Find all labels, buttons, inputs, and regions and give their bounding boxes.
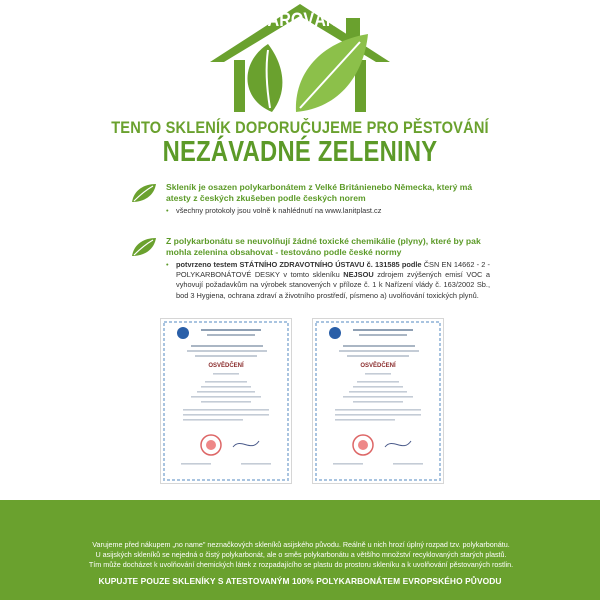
certificate-document — [312, 318, 444, 484]
leaf-bullet-icon — [130, 182, 158, 204]
bullet-sub-item: • potvrzeno testem STÁTNÍHO ZDRAVOTNÍHO ÚSTAVU č. 131585 podle ČSN EN 14662 - 2 - POLYKARBONÁTOVÉ DESKY v tomto skleníku NEJSOU zdrojem zvýšených emisí VOC a vyhovují požadavkům na výrobek stanovených v příloze č. 1 k Nařízení vlády č. 163/2002 Sb., bod 3 Hygiena, ochrana zdraví a životního prostředí, písmeno a) uvolňování toxických plynů. — [166, 260, 490, 300]
bullet-heading: Skleník je osazen polykarbonátem z Velké Británienebo Německa, který má atesty z českých zkušeben podle českých norem — [166, 182, 473, 203]
warning-title: VAROVÁNÍ — [257, 10, 343, 31]
warning-call-to-action: KUPUJTE POUZE SKLENÍKY S ATESTOVANÝM 100% POLYKARBONÁTEM EVROPSKÉHO PŮVODU — [98, 576, 502, 586]
warning-text-line: Tím může docházet k uvolňování chemických látek z rozpadajícího se plastu do prostoru skleníku a k uvolňování pěstovaných rostlin. — [88, 560, 514, 569]
certificate-document — [160, 318, 292, 484]
bullet-heading: Z polykarbonátu se neuvolňují žádné toxické chemikálie (plyny), které by pak mohla zelenina obsahovat - testováno podle české normy — [166, 236, 481, 257]
leaf-bullet-icon — [130, 236, 158, 258]
certificate-title: OSVĚDČENÍ — [208, 363, 244, 369]
subtitle-heading: TENTO SKLENÍK DOPORUČUJEME PRO PĚSTOVÁNÍ — [111, 118, 489, 137]
main-title: NEZÁVADNÉ ZELENINY — [162, 136, 438, 168]
warning-text-line: Varujeme před nákupem „no name" neznačkových skleníků asijského původu. Reálně u nich hrozí úplný rozpad tzv. polykarbonátu. — [92, 540, 510, 549]
bullet-sub-item: • všechny protokoly jsou volně k nahlédnutí na www.lanitplast.cz — [166, 206, 382, 215]
certificate-images — [160, 318, 450, 488]
warning-text-line: U asijských skleníků se nejedná o čistý polykarbonát, ale o směs polykarbonátu a většího množství recyklovaných starých plastů. — [95, 550, 507, 559]
certificate-title: OSVĚDČENÍ — [360, 363, 396, 369]
